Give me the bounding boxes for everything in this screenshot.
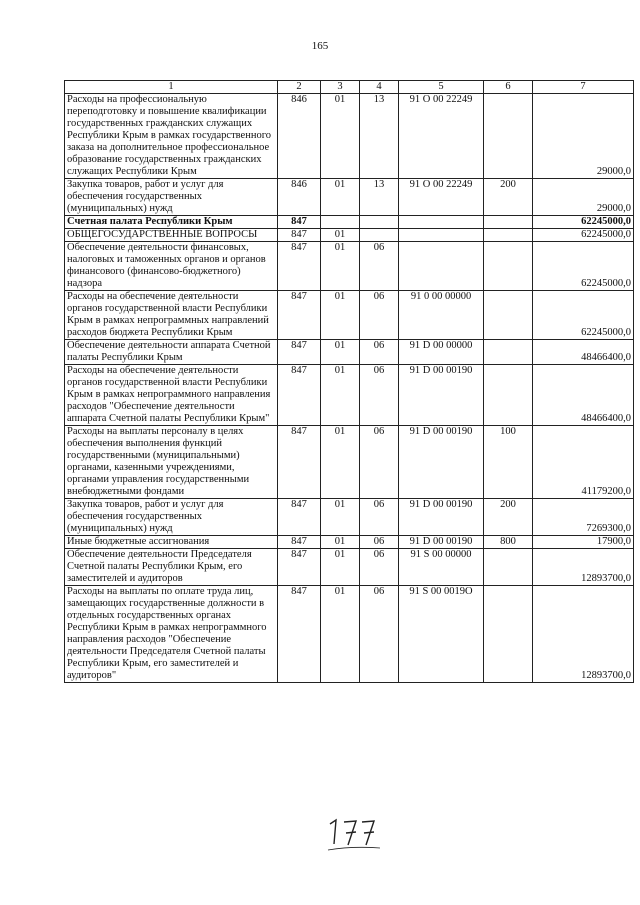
table-cell-sum: 62245000,0 (533, 242, 634, 291)
table-cell-sum: 62245000,0 (533, 216, 634, 229)
table-cell-gr: 847 (278, 536, 321, 549)
column-header: 3 (321, 81, 360, 94)
table-cell-rz: 01 (321, 94, 360, 179)
table-cell-sum: 29000,0 (533, 179, 634, 216)
column-header: 6 (484, 81, 533, 94)
table-cell-vr (484, 586, 533, 683)
table-row (65, 94, 634, 179)
table-cell-csr (399, 242, 484, 291)
table-cell-rz: 01 (321, 499, 360, 536)
table-cell-gr: 847 (278, 549, 321, 586)
table-cell-csr: 91 D 00 00000 (399, 340, 484, 365)
table-cell-pr: 06 (360, 549, 399, 586)
table-cell-rz (321, 216, 360, 229)
table-cell-rz: 01 (321, 426, 360, 499)
table-cell-csr: 91 S 00 0019О (399, 586, 484, 683)
table-cell-pr: 06 (360, 340, 399, 365)
table-cell-rz: 01 (321, 242, 360, 291)
table-cell-sum: 17900,0 (533, 536, 634, 549)
table-cell-name: Расходы на профессиональную переподготовку и повышение квалификации государственных гражданских служащих Республики Крым в рамках государственного заказа на дополнительное профессиональное образование государственных гражданских служащих Республики Крым (65, 94, 278, 179)
table-cell-name: Закупка товаров, работ и услуг для обеспечения государственных (муниципальных) нужд (65, 499, 278, 536)
column-header: 7 (533, 81, 634, 94)
table-cell-pr (360, 216, 399, 229)
table-cell-name: Расходы на выплаты персоналу в целях обеспечения выполнения функций государственными (муниципальными) органами, казенными учреждениями, органами управления государственными внебюджетными фондами (65, 426, 278, 499)
table-cell-pr: 06 (360, 499, 399, 536)
table-cell-csr: 91 D 00 00190 (399, 426, 484, 499)
table-cell-sum: 48466400,0 (533, 365, 634, 426)
column-header: 1 (65, 81, 278, 94)
column-header: 4 (360, 81, 399, 94)
column-header: 2 (278, 81, 321, 94)
table-cell-vr: 200 (484, 179, 533, 216)
table-cell-pr: 13 (360, 94, 399, 179)
table-cell-gr: 847 (278, 426, 321, 499)
table-cell-csr (399, 229, 484, 242)
table-cell-sum: 12893700,0 (533, 586, 634, 683)
table-cell-vr (484, 365, 533, 426)
table-cell-rz: 01 (321, 179, 360, 216)
table-cell-gr: 846 (278, 179, 321, 216)
table-cell-name: Расходы на обеспечение деятельности органов государственной власти Республики Крым в рамках непрограммных направлений расходов бюджета Республики Крым (65, 291, 278, 340)
table-cell-name: ОБЩЕГОСУДАРСТВЕННЫЕ ВОПРОСЫ (65, 229, 278, 242)
budget-table (64, 80, 634, 683)
table-cell-sum: 29000,0 (533, 94, 634, 179)
table-cell-sum: 7269300,0 (533, 499, 634, 536)
table-cell-sum: 62245000,0 (533, 291, 634, 340)
table-row (65, 291, 634, 340)
table-row (65, 242, 634, 291)
column-header: 5 (399, 81, 484, 94)
table-cell-name: Расходы на обеспечение деятельности органов государственной власти Республики Крым в рамках непрограммного направления расходов "Обеспечение деятельности аппарата Счетной палаты Республики Крым" (65, 365, 278, 426)
table-cell-pr: 06 (360, 426, 399, 499)
table-row (65, 365, 634, 426)
table-cell-rz: 01 (321, 549, 360, 586)
table-cell-csr (399, 216, 484, 229)
table-cell-rz: 01 (321, 365, 360, 426)
table-header-row (65, 81, 634, 94)
table-cell-vr: 800 (484, 536, 533, 549)
table-cell-pr: 06 (360, 536, 399, 549)
table-cell-csr: 91 О 00 22249 (399, 94, 484, 179)
table-row (65, 179, 634, 216)
table-cell-vr (484, 94, 533, 179)
table-cell-gr: 847 (278, 586, 321, 683)
table-cell-vr: 100 (484, 426, 533, 499)
table-cell-sum: 12893700,0 (533, 549, 634, 586)
table-cell-csr: 91 D 00 00190 (399, 536, 484, 549)
table-cell-name: Расходы на выплаты по оплате труда лиц, замещающих государственные должности в отдельных государственных органах Республики Крым в рамках непрограммного направления расходов "Обеспечение деятельности Председателя Счетной палаты Республики Крым, его заместителей и аудиторов" (65, 586, 278, 683)
table-cell-vr (484, 291, 533, 340)
table-cell-vr (484, 242, 533, 291)
table-cell-pr: 13 (360, 179, 399, 216)
table-cell-name: Обеспечение деятельности Председателя Счетной палаты Республики Крым, его заместителей и аудиторов (65, 549, 278, 586)
table-cell-sum: 41179200,0 (533, 426, 634, 499)
table-cell-rz: 01 (321, 291, 360, 340)
table-row (65, 586, 634, 683)
table-cell-csr: 91 D 00 00190 (399, 499, 484, 536)
table-cell-vr (484, 549, 533, 586)
table-cell-vr (484, 229, 533, 242)
table-cell-csr: 91 S 00 00000 (399, 549, 484, 586)
table-cell-gr: 847 (278, 291, 321, 340)
table-cell-rz: 01 (321, 340, 360, 365)
table-cell-pr: 06 (360, 586, 399, 683)
table-cell-vr: 200 (484, 499, 533, 536)
table-cell-gr: 847 (278, 242, 321, 291)
table-cell-pr: 06 (360, 365, 399, 426)
table-row (65, 426, 634, 499)
table-cell-rz: 01 (321, 586, 360, 683)
table-cell-csr: 91 0 00 00000 (399, 291, 484, 340)
table-cell-gr: 847 (278, 229, 321, 242)
table-cell-gr: 847 (278, 216, 321, 229)
table-cell-name: Счетная палата Республики Крым (65, 216, 278, 229)
table-cell-vr (484, 340, 533, 365)
table-row (65, 229, 634, 242)
table-cell-name: Обеспечение деятельности аппарата Счетной палаты Республики Крым (65, 340, 278, 365)
table-cell-gr: 847 (278, 340, 321, 365)
table-cell-name: Закупка товаров, работ и услуг для обеспечения государственных (муниципальных) нужд (65, 179, 278, 216)
table-cell-name: Обеспечение деятельности финансовых, налоговых и таможенных органов и органов финансового (финансово-бюджетного) надзора (65, 242, 278, 291)
table-row (65, 499, 634, 536)
table-cell-name: Иные бюджетные ассигнования (65, 536, 278, 549)
table-row (65, 536, 634, 549)
table-cell-rz: 01 (321, 229, 360, 242)
table-cell-pr (360, 229, 399, 242)
table-row (65, 549, 634, 586)
table-cell-csr: 91 О 00 22249 (399, 179, 484, 216)
table-cell-vr (484, 216, 533, 229)
handwritten-page-number (322, 812, 402, 852)
table-row (65, 216, 634, 229)
table-cell-pr: 06 (360, 242, 399, 291)
table-cell-gr: 846 (278, 94, 321, 179)
table-cell-gr: 847 (278, 499, 321, 536)
table-cell-sum: 48466400,0 (533, 340, 634, 365)
table-cell-pr: 06 (360, 291, 399, 340)
table-cell-rz: 01 (321, 536, 360, 549)
page-number: 165 (311, 40, 329, 52)
table-row (65, 340, 634, 365)
table-cell-gr: 847 (278, 365, 321, 426)
table-cell-sum: 62245000,0 (533, 229, 634, 242)
table-cell-csr: 91 D 00 00190 (399, 365, 484, 426)
